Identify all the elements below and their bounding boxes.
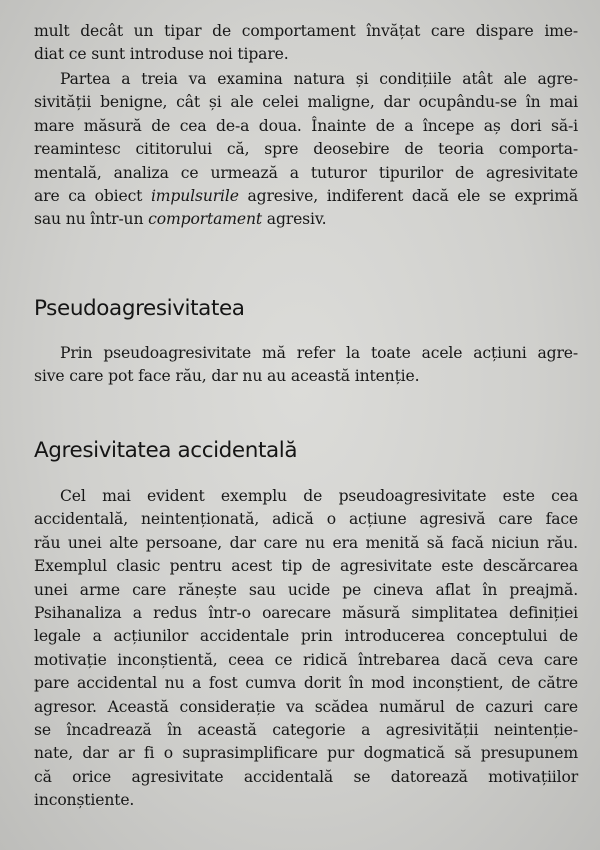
paragraph-accidental [34,485,578,813]
paragraph-definition [34,342,578,389]
text-line: că orice agresivitate accidentală se datorează motivațiilor [34,767,578,786]
text-run: agresive, indiferent dacă ele se exprimă [238,187,578,206]
text-line: pare accidental nu a fost cumva dorit în mod inconștient, de către [34,674,578,693]
text-line: mare măsură de cea de-a doua. Înainte de a începe aș dori să-i [34,116,578,135]
section-heading-pseudoagresivitatea: Pseudoagresivitatea [34,296,245,321]
text-line: Exemplul clasic pentru acest tip de agresivitate este descărcarea [34,557,578,576]
text-line [34,208,578,231]
text-line: reamintesc cititorului că, spre deosebire de teoria comporta- [34,140,578,159]
text-line: rău unei alte persoane, dar care nu era menită să facă niciun rău. [34,533,578,552]
text-line: agresor. Această considerație va scădea numărul de cazuri care [34,697,578,716]
text-run: are ca obiect [34,187,151,206]
text-line: sive care pot face rău, dar nu au această intenție. [34,367,420,386]
paragraph-part-three [34,68,578,232]
text-line [34,185,578,208]
text-line: diat ce sunt introduse noi tipare. [34,45,289,64]
emphasis-comportament: comportament [148,210,262,229]
text-line: nate, dar ar fi o suprasimplificare pur dogmatică să presupunem [34,744,578,763]
text-line: Partea a treia va examina natura și condițiile atât ale agre- [60,70,578,88]
emphasis-impulsurile: impulsurile [150,187,239,206]
text-line: Cel mai evident exemplu de pseudoagresivitate este cea [60,487,578,505]
text-line: sivității benigne, cât și ale celei maligne, dar ocupându-se în mai [34,93,578,112]
text-line: mentală, analiza ce urmează a tuturor tipurilor de agresivitate [34,163,578,182]
text-line: mult decât un tipar de comportament învățat care dispare ime- [34,22,578,40]
text-line: motivație inconștientă, ceea ce ridică întrebarea dacă ceva care [34,650,578,669]
paragraph-continuation [34,20,578,67]
text-run: sau nu într-un [34,210,149,229]
text-line: Prin pseudoagresivitate mă refer la toate acele acțiuni agre- [60,344,578,362]
text-line: Psihanaliza a redus într-o oarecare măsură simplitatea definiției [34,604,578,623]
text-line: unei arme care rănește sau ucide pe cineva aflat în preajmă. [34,580,578,599]
text-run: agresiv. [261,210,327,229]
text-line: legale a acțiunilor accidentale prin introducerea conceptului de [34,627,578,646]
text-line: se încadrează în această categorie a agresivității neintenție- [34,721,578,740]
text-line: accidentală, neintenționată, adică o acțiune agresivă care face [34,510,578,529]
section-heading-agresivitatea-accidentala: Agresivitatea accidentală [34,438,298,463]
text-line: inconștiente. [34,791,135,810]
